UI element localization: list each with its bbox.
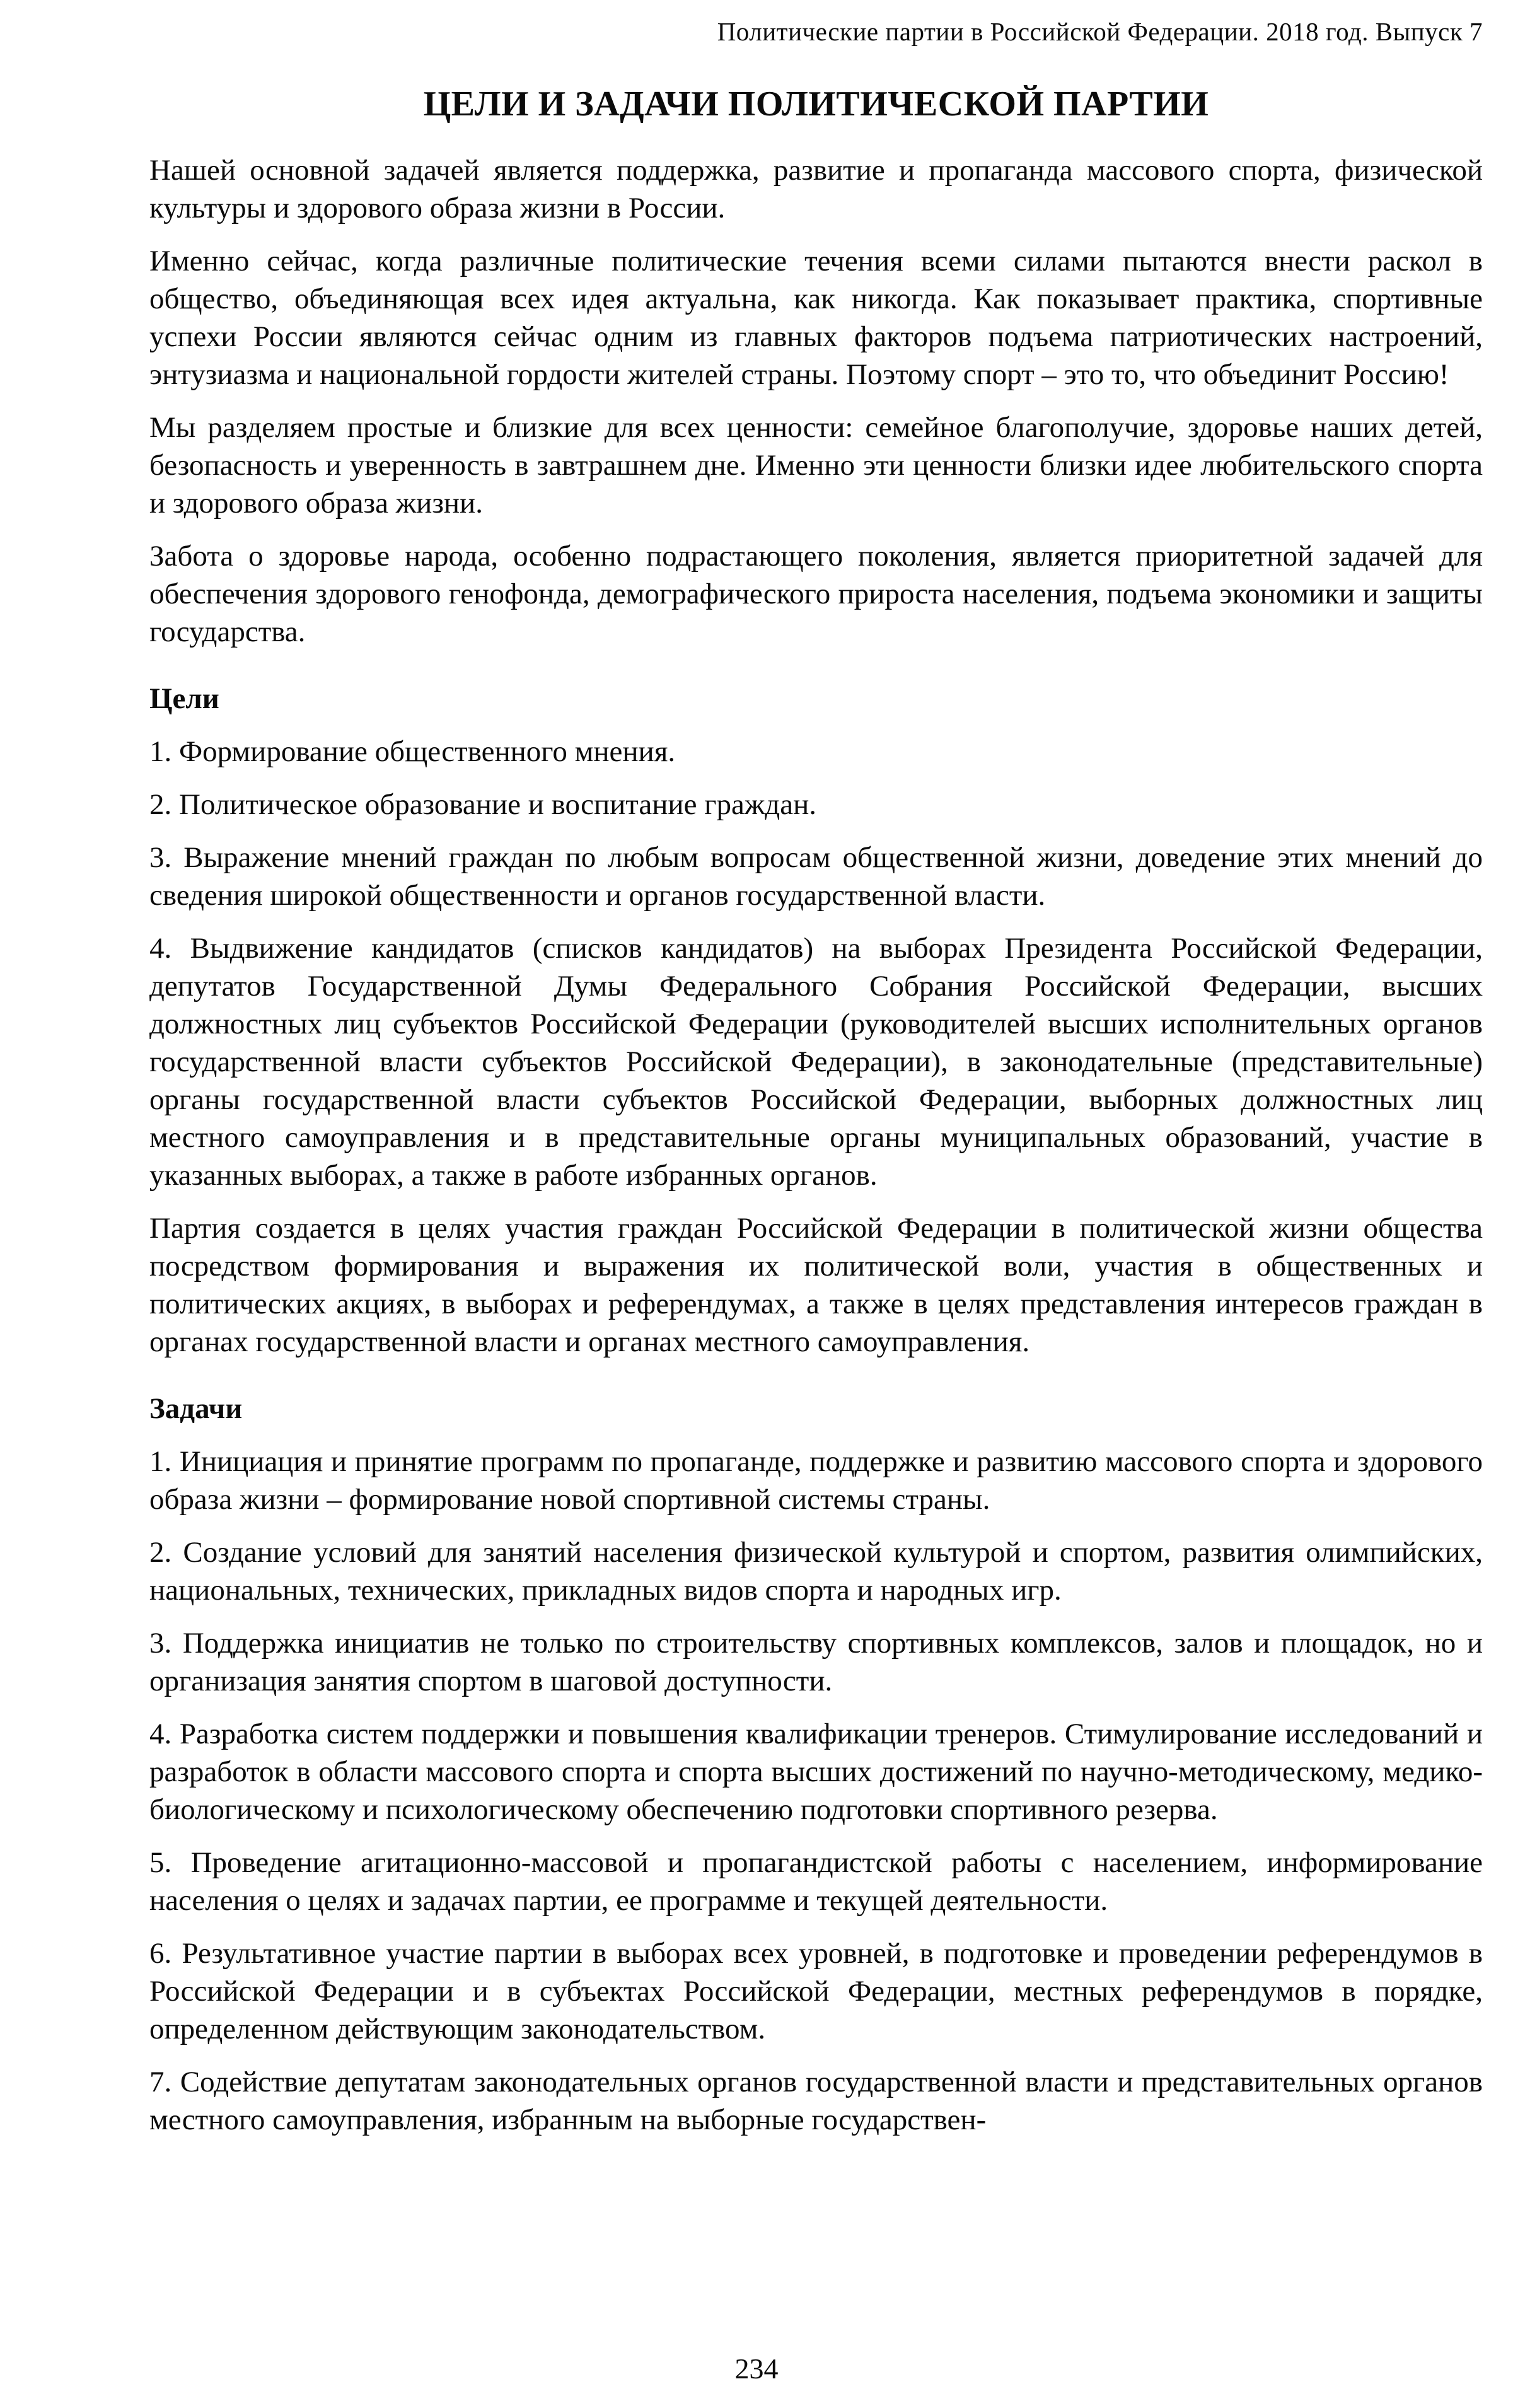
task-item: 7. Содействие депутатам законодательных органов государственной власти и представительных органов местного самоуправления, избранным на выборные государствен- [149, 2065, 1483, 2136]
goal-item: 4. Выдвижение кандидатов (списков кандидатов) на выборах Президента Российской Федерации, депутатов Государственной Думы Федерального Собрания Российской Федерации, высших должностных лиц субъектов Российской Федерации (руководителей высших исполнительных органов государственной власти субъектов Российской Федерации), в законодательные (представительные) органы государственной власти субъектов Российской Федерации, выборных должностных лиц местного самоуправления и в представительные органы муниципальных образований, участие в указанных выборах, а также в работе избранных органов. [149, 931, 1483, 1192]
intro-paragraph: Забота о здоровье народа, особенно подрастающего поколения, является приоритетной задачей для обеспечения здорового генофонда, демографического прироста населения, подъема экономики и защиты государства. [149, 539, 1483, 648]
goal-item: 3. Выражение мнений граждан по любым вопросам общественной жизни, доведение этих мнений до сведения широкой общественности и органов государственной власти. [149, 840, 1483, 912]
task-item: 6. Результативное участие партии в выборах всех уровней, в подготовке и проведении референдумов в Российской Федерации и в субъектах Российской Федерации, местных референдумов в порядке, определенном действующим законодательством. [149, 1936, 1483, 2045]
goal-item: 1. Формирование общественного мнения. [149, 735, 676, 768]
task-item: 3. Поддержка инициатив не только по строительству спортивных комплексов, залов и площадок, но и организация занятия спортом в шаговой доступности. [149, 1626, 1483, 1697]
task-item: 4. Разработка систем поддержки и повышения квалификации тренеров. Стимулирование исследований и разработок в области массового спорта и спорта высших достижений по научно-методическому, медико-биологическому и психологическому обеспечению подготовки спортивного резерва. [149, 1717, 1483, 1826]
section-heading-tasks: Задачи [149, 1392, 243, 1425]
task-item: 1. Инициация и принятие программ по пропаганде, поддержке и развитию массового спорта и здорового образа жизни – формирование новой спортивной системы страны. [149, 1445, 1483, 1516]
party-purpose-paragraph: Партия создается в целях участия граждан Российской Федерации в политической жизни общества посредством формирования и выражения их политической воли, участия в общественных и политических акциях, в выборах и референдумах, а также в целях представления интересов граждан в органах государственной власти и органах местного самоуправления. [149, 1211, 1483, 1358]
intro-paragraph: Нашей основной задачей является поддержка, развитие и пропаганда массового спорта, физической культуры и здорового образа жизни в России. [149, 153, 1483, 224]
section-heading-goals: Цели [149, 682, 219, 715]
page-number: 234 [734, 2353, 779, 2385]
running-header: Политические партии в Российской Федерации. 2018 год. Выпуск 7 [717, 17, 1483, 46]
intro-paragraph: Мы разделяем простые и близкие для всех ценности: семейное благополучие, здоровье наших детей, безопасность и уверенность в завтрашнем дне. Именно эти ценности близки идее любительского спорта и здорового образа жизни. [149, 410, 1483, 520]
page-title: ЦЕЛИ И ЗАДАЧИ ПОЛИТИЧЕСКОЙ ПАРТИИ [423, 84, 1209, 124]
goal-item: 2. Политическое образование и воспитание граждан. [149, 788, 816, 821]
task-item: 2. Создание условий для занятий населения физической культурой и спортом, развития олимпийских, национальных, технических, прикладных видов спорта и народных игр. [149, 1535, 1483, 1607]
task-item: 5. Проведение агитационно-массовой и пропагандистской работы с населением, информирование населения о целях и задачах партии, ее программе и текущей деятельности. [149, 1846, 1483, 1917]
intro-paragraph: Именно сейчас, когда различные политические течения всеми силами пытаются внести раскол в общество, объединяющая всех идея актуальна, как никогда. Как показывает практика, спортивные успехи России являются сейчас одним из главных факторов подъема патриотических настроений, энтузиазма и национальной гордости жителей страны. Поэтому спорт – это то, что объединит Россию! [149, 244, 1483, 391]
